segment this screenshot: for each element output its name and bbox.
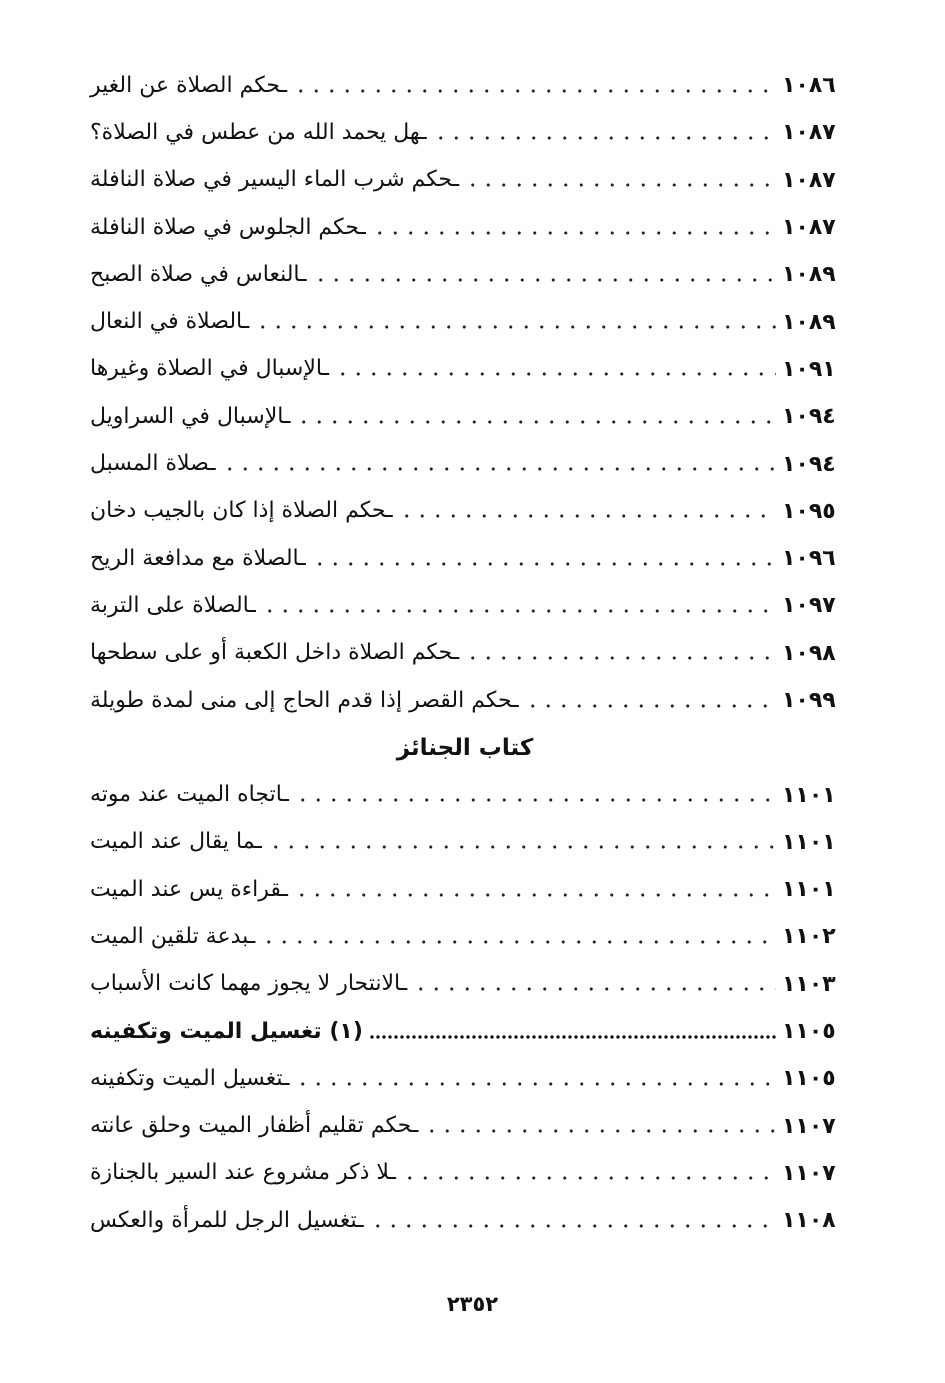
toc-entry-page-number: ١٠٨٧ (782, 120, 836, 146)
dot-leader (296, 418, 776, 426)
toc-entry-page-number: ١١٠٢ (782, 924, 836, 950)
toc-entry-title: ـالصلاة في النعال (90, 309, 250, 335)
toc-entry-page-number: ١٠٩٤ (782, 404, 836, 430)
toc-entry-title: ـالصلاة على التربة (90, 592, 256, 618)
toc-entry (82, 866, 848, 913)
dot-leader (294, 891, 776, 899)
dot-leader (525, 702, 776, 710)
dot-leader (255, 323, 776, 331)
toc-entry-title: ـتغسيل الرجل للمرأة والعكس (90, 1207, 364, 1233)
dot-leader (399, 512, 776, 520)
dot-leader (261, 938, 776, 946)
toc-entry-page-number: ١٠٨٩ (782, 309, 836, 335)
toc-entry-title: ـالإسبال في السراويل (90, 403, 291, 429)
toc-entry (82, 488, 848, 535)
dot-leader (402, 1174, 776, 1182)
toc-entry (82, 346, 848, 393)
dot-leader (312, 560, 776, 568)
toc-entry (82, 298, 848, 345)
toc-entry (82, 251, 848, 298)
toc-entry-page-number: ١١٠٧ (782, 1113, 836, 1139)
toc-entry (82, 1150, 848, 1197)
toc-entry (82, 393, 848, 440)
book-heading-row (82, 724, 848, 771)
dot-leader (372, 229, 776, 237)
toc-entry-page-number: ١١٠٥ (782, 1019, 836, 1045)
toc-entry-title: ـحكم الصلاة عن الغير (90, 72, 288, 98)
toc-entry-page-number: ١٠٨٧ (782, 215, 836, 241)
page-number: ٢٣٥٢ (446, 1292, 499, 1316)
toc-entry (82, 1103, 848, 1150)
toc-entry-page-number: ١١٠١ (782, 877, 836, 903)
toc-entry-page-number: ١٠٨٩ (782, 262, 836, 288)
toc-entry-title: ـالنعاس في صلاة الصبح (90, 261, 307, 287)
dot-leader (335, 370, 776, 378)
toc-entry (82, 582, 848, 629)
toc-entry (82, 1055, 848, 1102)
toc-entry-page-number: ١٠٩٧ (782, 593, 836, 619)
toc-entry-page-number: ١٠٩٩ (782, 688, 836, 713)
toc-entry-page-number: ١١٠٥ (782, 1066, 836, 1092)
dot-leader (268, 843, 776, 851)
toc-entry-page-number: ١١٠١ (782, 782, 836, 808)
toc-entry-title: ـحكم شرب الماء اليسير في صلاة النافلة (90, 167, 460, 193)
book-heading: كتاب الجنائز (396, 734, 534, 761)
toc-entry (82, 677, 848, 724)
toc-entry-title: (١) تغسيل الميت وتكفينه (90, 1018, 363, 1044)
toc-entry-page-number: ١١٠٣ (782, 971, 836, 997)
toc-entry-page-number: ١٠٩٦ (782, 546, 836, 572)
dot-leader (313, 276, 776, 284)
toc-entry (82, 204, 848, 251)
toc-entry-title: ـالصلاة مع مدافعة الريح (90, 545, 306, 571)
toc-entry-title: ـتغسيل الميت وتكفينه (90, 1065, 290, 1091)
toc-entry-title: ـحكم القصر إذا قدم الحاج إلى منى لمدة طويلة (90, 687, 519, 713)
toc-entry-title: ـالانتحار لا يجوز مهما كانت الأسباب (90, 971, 408, 997)
toc-entry-page-number: ١١٠١ (782, 829, 836, 855)
toc-entry-title: ـالإسبال في الصلاة وغيرها (90, 356, 330, 382)
toc-entry (82, 157, 848, 204)
toc-entry-page-number: ١١٠٧ (782, 1160, 836, 1186)
toc-entry-title: ـما يقال عند الميت (90, 829, 262, 855)
dot-leader (424, 1127, 776, 1135)
toc-entry (82, 109, 848, 156)
toc-entry (82, 1197, 848, 1244)
toc-entry (82, 535, 848, 582)
dot-leader (295, 1080, 776, 1088)
toc-entry-page-number: ١٠٩٥ (782, 498, 836, 524)
toc-entry-title: ـهل يحمد الله من عطس في الصلاة؟ (90, 119, 427, 145)
toc-list-before (82, 62, 848, 724)
dot-leader (413, 985, 776, 993)
dot-leader (370, 1222, 776, 1230)
toc-entry (82, 771, 848, 818)
dot-leader (465, 654, 776, 662)
toc-section-entry (82, 1008, 848, 1055)
toc-entry-page-number: ١٠٨٦ (782, 73, 836, 99)
toc-entry-title: ـحكم الصلاة داخل الكعبة أو على سطحها (90, 640, 460, 666)
dot-leader (465, 181, 776, 189)
dot-leader (262, 607, 776, 615)
toc-entry-title: ـصلاة المسبل (90, 451, 216, 477)
dot-leader (433, 134, 776, 142)
toc-entry-page-number: ١١٠٨ (782, 1208, 836, 1234)
toc-entry-title: ـحكم الصلاة إذا كان بالجيب دخان (90, 498, 393, 524)
table-of-contents (82, 62, 848, 1244)
toc-entry-title: ـحكم تقليم أظفار الميت وحلق عانته (90, 1113, 419, 1139)
toc-entry-title: ـاتجاه الميت عند موته (90, 782, 289, 808)
dot-leader (295, 796, 776, 804)
toc-entry (82, 440, 848, 487)
dot-leader (222, 465, 776, 473)
toc-entry-title: ـبدعة تلقين الميت (90, 923, 256, 949)
toc-entry (82, 62, 848, 109)
toc-entry (82, 961, 848, 1008)
toc-entry-page-number: ١٠٩١ (782, 356, 836, 382)
toc-entry-title: ـقراءة يس عند الميت (90, 876, 288, 902)
toc-entry-page-number: ١٠٩٨ (782, 640, 836, 666)
toc-entry-page-number: ١٠٨٧ (782, 167, 836, 193)
toc-entry (82, 913, 848, 960)
toc-entry-page-number: ١٠٩٤ (782, 451, 836, 477)
toc-entry (82, 819, 848, 866)
dot-leader (293, 87, 776, 95)
toc-entry (82, 630, 848, 677)
toc-entry-title: ـلا ذكر مشروع عند السير بالجنازة (90, 1160, 397, 1186)
toc-entry-title: ـحكم الجلوس في صلاة النافلة (90, 214, 366, 240)
toc-list-after (82, 771, 848, 1244)
dot-leader (369, 1033, 776, 1041)
